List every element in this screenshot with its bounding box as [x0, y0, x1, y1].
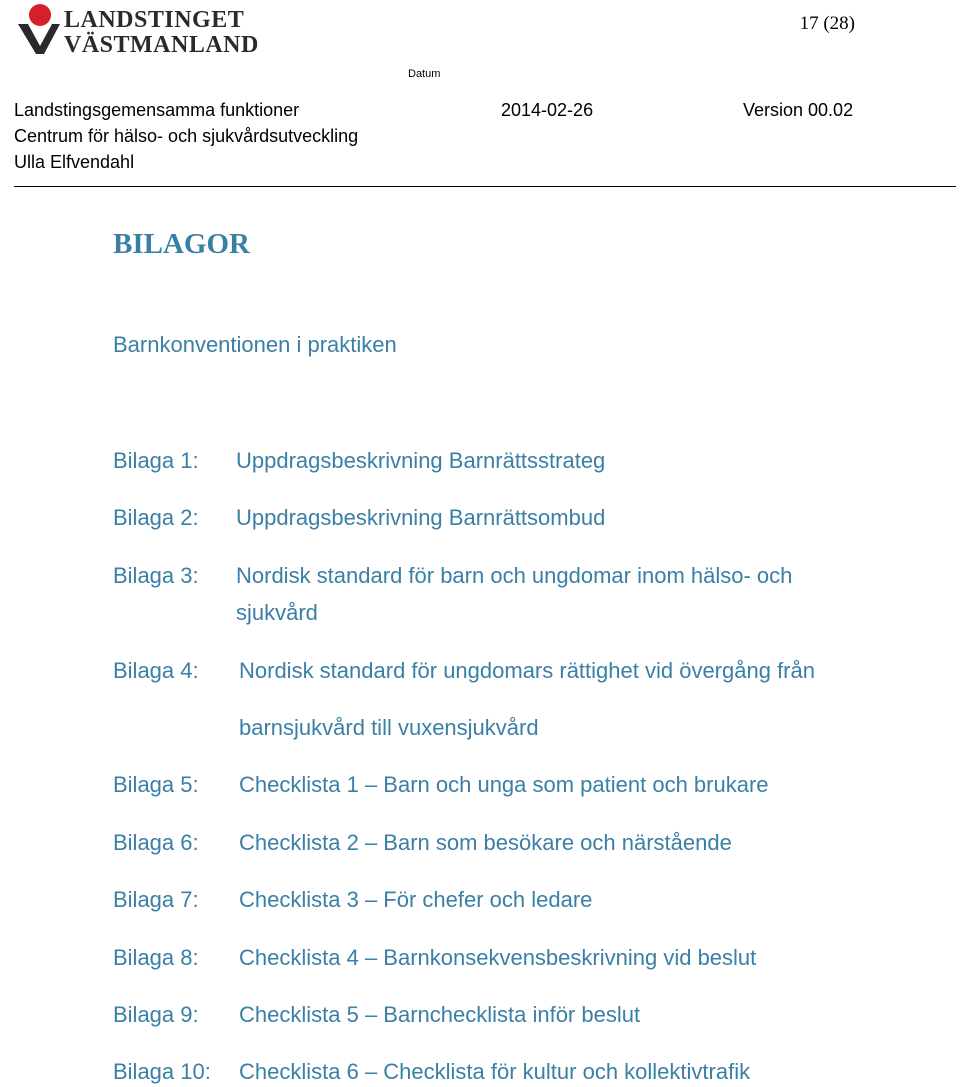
datum-label: Datum — [408, 68, 441, 80]
bilaga-label: Bilaga 9: — [113, 1002, 199, 1027]
logo-text-line2: VÄSTMANLAND — [64, 32, 259, 58]
logo-text-line1: LANDSTINGET — [64, 7, 245, 33]
header-organization: Landstingsgemensamma funktioner — [14, 100, 300, 120]
logo-figure-icon — [14, 2, 62, 58]
bilaga-description: Checklista 3 – För chefer och ledare — [239, 887, 593, 912]
bilaga-description: Uppdragsbeskrivning Barnrättsstrateg — [236, 448, 606, 473]
bilaga-description: Uppdragsbeskrivning Barnrättsombud — [236, 505, 606, 530]
bilaga-description: Checklista 5 – Barnchecklista inför beslut — [239, 1002, 641, 1027]
bilaga-description: Checklista 4 – Barnkonsekvensbeskrivning vid beslut — [239, 945, 757, 970]
bilaga-label: Bilaga 6: — [113, 830, 199, 855]
bilaga-label: Bilaga 3: — [113, 563, 199, 588]
bilaga-description: Checklista 1 – Barn och unga som patient och brukare — [239, 772, 769, 797]
bilaga-label: Bilaga 8: — [113, 945, 199, 970]
bilaga-description: Nordisk standard för barn och ungdomar inom hälso- och — [236, 563, 793, 588]
bilaga-description: Nordisk standard för ungdomars rättighet vid övergång från — [239, 658, 815, 683]
page-number: 17 (28) — [799, 13, 855, 34]
header-department: Centrum för hälso- och sjukvårdsutveckling — [14, 126, 359, 146]
bilaga-description-continued: sjukvård — [236, 600, 318, 625]
header-version: Version 00.02 — [743, 100, 854, 120]
bilaga-description-continued: barnsjukvård till vuxensjukvård — [239, 715, 539, 740]
bilaga-label: Bilaga 7: — [113, 887, 199, 912]
bilaga-label: Bilaga 10: — [113, 1059, 211, 1084]
bilaga-label: Bilaga 1: — [113, 448, 199, 473]
bilaga-label: Bilaga 5: — [113, 772, 199, 797]
section-subtitle: Barnkonventionen i praktiken — [113, 332, 397, 357]
bilaga-label: Bilaga 4: — [113, 658, 199, 683]
landstinget-logo — [14, 2, 259, 60]
page-title: BILAGOR — [113, 228, 250, 260]
header-divider — [14, 186, 956, 187]
bilaga-description: Checklista 6 – Checklista för kultur och kollektivtrafik — [239, 1059, 751, 1084]
header-author: Ulla Elfvendahl — [14, 152, 135, 172]
header-date: 2014-02-26 — [501, 100, 594, 120]
bilaga-label: Bilaga 2: — [113, 505, 199, 530]
bilaga-description: Checklista 2 – Barn som besökare och närstående — [239, 830, 732, 855]
